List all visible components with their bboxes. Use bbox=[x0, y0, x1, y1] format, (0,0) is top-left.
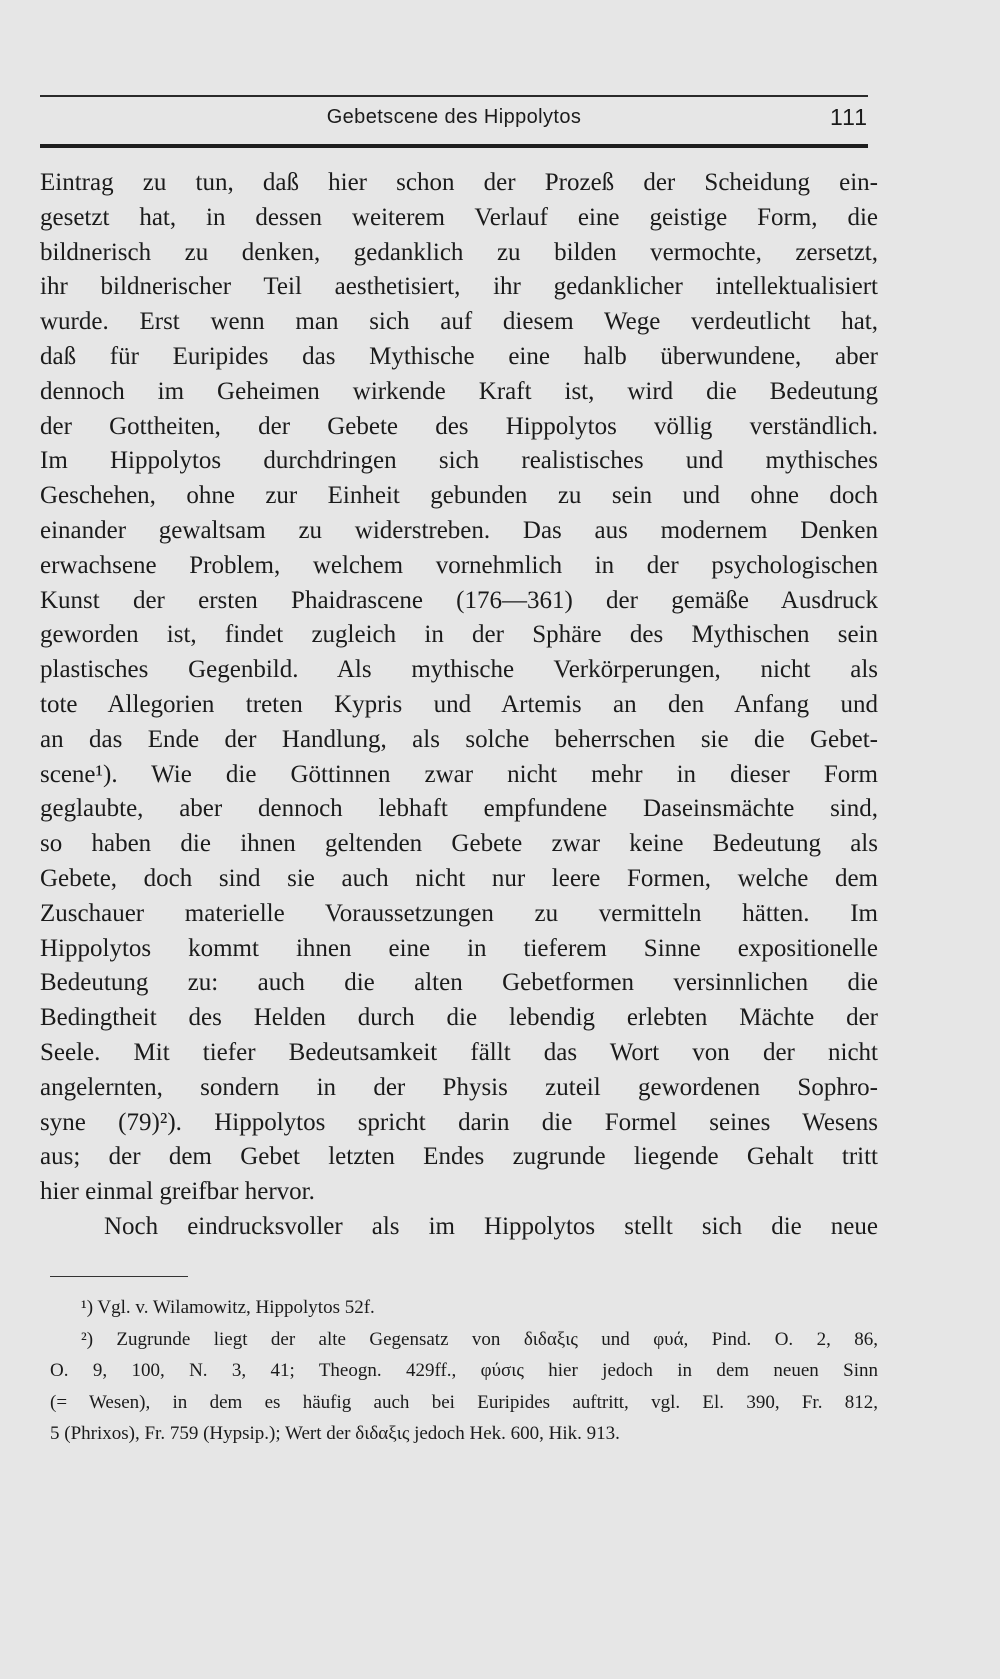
text-line: Gebete, doch sind sie auch nicht nur leere Formen, welche dem bbox=[40, 864, 878, 892]
text-line: Seele. Mit tiefer Bedeutsamkeit fällt das Wort von der nicht bbox=[40, 1038, 878, 1066]
footnote-2: ²) Zugrunde liegt der alte Gegensatz von διδαξις und φυά, Pind. O. 2, 86, bbox=[81, 1328, 878, 1350]
text-line: der Gottheiten, der Gebete des Hippolytos völlig verständlich. bbox=[40, 412, 878, 440]
text-line: geglaubte, aber dennoch lebhaft empfundene Daseinsmächte sind, bbox=[40, 795, 878, 823]
footnote-1: ¹) Vgl. v. Wilamowitz, Hippolytos 52f. bbox=[81, 1297, 375, 1318]
text-line: Noch eindrucksvoller als im Hippolytos stellt sich die neue bbox=[104, 1212, 878, 1240]
text-line: angelernten, sondern in der Physis zuteil gewordenen Sophro- bbox=[40, 1073, 878, 1101]
running-title: Gebetscene des Hippolytos bbox=[326, 106, 582, 128]
main-text bbox=[40, 166, 878, 1245]
header-rule bbox=[40, 144, 868, 148]
text-line: syne (79)²). Hippolytos spricht darin die Formel seines Wesens bbox=[40, 1108, 878, 1136]
footnote-rule bbox=[50, 1276, 188, 1277]
running-header bbox=[40, 100, 868, 140]
text-line: tote Allegorien treten Kypris und Artemis an den Anfang und bbox=[40, 690, 878, 718]
text-line: Bedeutung zu: auch die alten Gebetformen versinnlichen die bbox=[40, 969, 878, 997]
footnote-line: 5 (Phrixos), Fr. 759 (Hypsip.); Wert der διδαξις jedoch Hek. 600, Hik. 913. bbox=[50, 1423, 620, 1445]
text-line: geworden ist, findet zugleich in der Sphäre des Mythischen sein bbox=[40, 621, 878, 649]
text-line: gesetzt hat, in dessen weiterem Verlauf eine geistige Form, die bbox=[40, 203, 878, 231]
footnote-line: O. 9, 100, N. 3, 41; Theogn. 429ff., φύσις hier jedoch in dem neuen Sinn bbox=[50, 1360, 878, 1382]
text-line: aus; der dem Gebet letzten Endes zugrunde liegende Gehalt tritt bbox=[40, 1143, 878, 1171]
text-line: so haben die ihnen geltenden Gebete zwar keine Bedeutung als bbox=[40, 830, 878, 858]
text-line: Geschehen, ohne zur Einheit gebunden zu sein und ohne doch bbox=[40, 482, 878, 510]
top-rule bbox=[40, 95, 868, 97]
text-line: erwachsene Problem, welchem vornehmlich in der psychologischen bbox=[40, 551, 878, 579]
text-line: an das Ende der Handlung, als solche beherrschen sie die Gebet- bbox=[40, 725, 878, 753]
page-number: 111 bbox=[830, 104, 868, 130]
text-line: Kunst der ersten Phaidrascene (176—361) der gemäße Ausdruck bbox=[40, 586, 878, 614]
footnotes bbox=[50, 1292, 878, 1450]
text-line: Im Hippolytos durchdringen sich realistisches und mythisches bbox=[40, 447, 878, 475]
text-line: Eintrag zu tun, daß hier schon der Prozeß der Scheidung ein- bbox=[40, 169, 878, 196]
text-line: Zuschauer materielle Voraussetzungen zu vermitteln hätten. Im bbox=[40, 899, 878, 927]
text-line: bildnerisch zu denken, gedanklich zu bilden vermochte, zersetzt, bbox=[40, 238, 878, 266]
text-line: ihr bildnerischer Teil aesthetisiert, ihr gedanklicher intellektualisiert bbox=[40, 273, 878, 301]
text-line: daß für Euripides das Mythische eine halb überwundene, aber bbox=[40, 342, 878, 370]
text-line: einander gewaltsam zu widerstreben. Das aus modernem Denken bbox=[40, 516, 878, 544]
text-line: hier einmal greifbar hervor. bbox=[40, 1178, 315, 1206]
text-line: Hippolytos kommt ihnen eine in tieferem Sinne expositionelle bbox=[40, 934, 878, 962]
text-line: scene¹). Wie die Göttinnen zwar nicht mehr in dieser Form bbox=[40, 760, 878, 788]
footnote-line: (= Wesen), in dem es häufig auch bei Euripides auftritt, vgl. El. 390, Fr. 812, bbox=[50, 1391, 878, 1413]
text-line: Bedingtheit des Helden durch die lebendig erlebten Mächte der bbox=[40, 1004, 878, 1032]
text-line: wurde. Erst wenn man sich auf diesem Wege verdeutlicht hat, bbox=[40, 308, 878, 336]
text-line: dennoch im Geheimen wirkende Kraft ist, wird die Bedeutung bbox=[40, 377, 878, 405]
text-line: plastisches Gegenbild. Als mythische Verkörperungen, nicht als bbox=[40, 656, 878, 684]
